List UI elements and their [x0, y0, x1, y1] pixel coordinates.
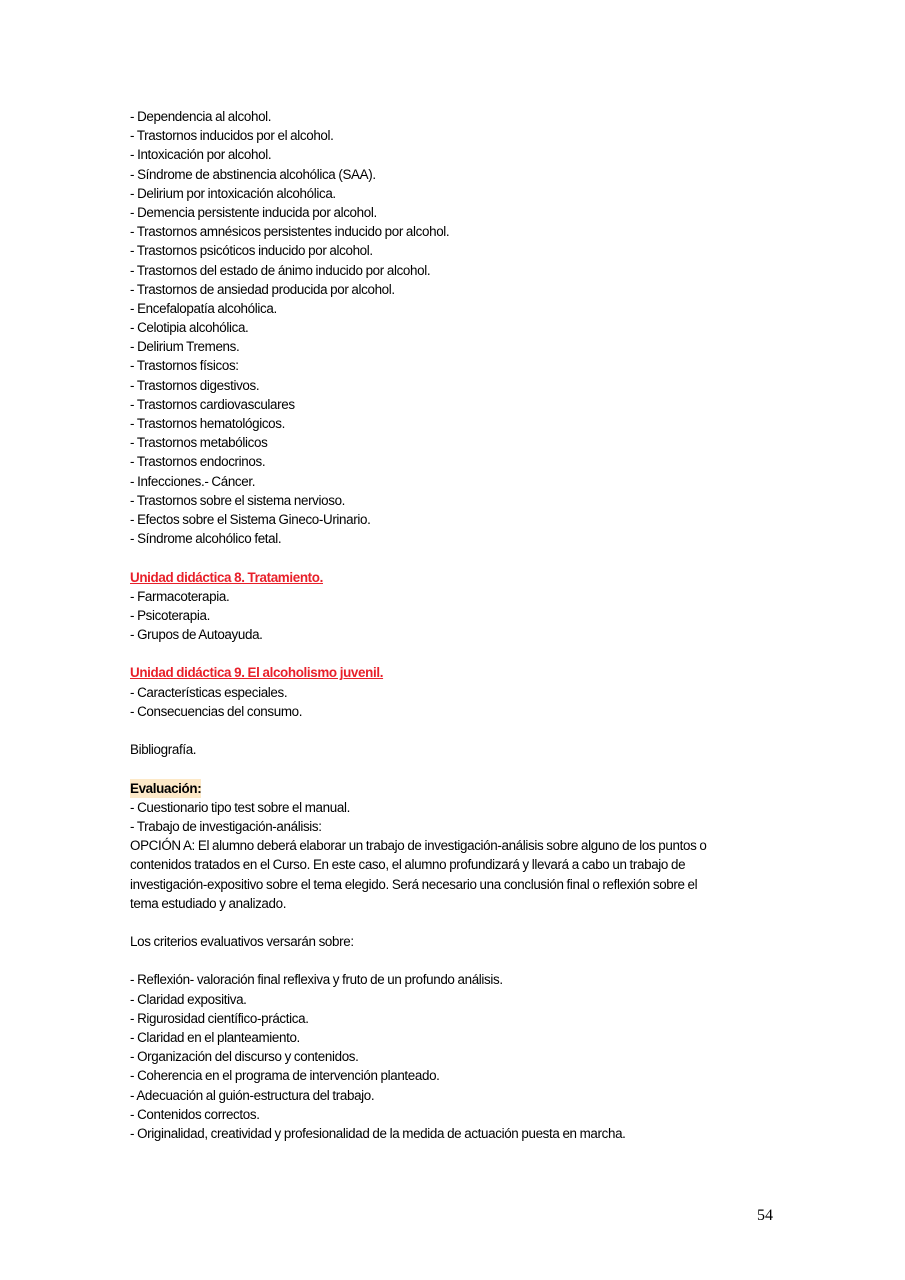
list-item: - Infecciones.- Cáncer. — [130, 473, 256, 489]
list-item: - Rigurosidad científico-práctica. — [130, 1010, 309, 1026]
list-item: - Efectos sobre el Sistema Gineco-Urinario. — [130, 511, 371, 527]
list-item: - Trastornos hematológicos. — [130, 416, 285, 431]
paragraph-line: tema estudiado y analizado. — [130, 895, 287, 911]
list-item: - Encefalopatía alcohólica. — [130, 300, 277, 316]
option-a-paragraph — [130, 836, 750, 913]
spacer — [130, 548, 750, 567]
list-item: - Claridad en el planteamiento. — [130, 1030, 300, 1045]
list-item: - Demencia persistente inducida por alcohol. — [130, 204, 377, 220]
paragraph-line: OPCIÓN A: El alumno deberá elaborar un trabajo de investigación-análisis sobre alguno de los puntos o — [130, 838, 707, 854]
list-item: - Síndrome de abstinencia alcohólica (SAA). — [130, 166, 376, 182]
spacer — [130, 759, 750, 778]
list-item: - Intoxicación por alcohol. — [130, 147, 272, 163]
list-item: - Trastornos amnésicos persistentes inducido por alcohol. — [130, 224, 450, 240]
page-content — [130, 107, 750, 1143]
spacer — [130, 951, 750, 970]
list-item: - Trastornos físicos: — [130, 358, 239, 374]
list-item: - Trabajo de investigación-análisis: — [130, 818, 322, 834]
paragraph-line: contenidos tratados en el Curso. En este caso, el alumno profundizará y llevará a cabo un trabajo de — [130, 857, 686, 873]
criteria-list — [130, 970, 750, 1143]
list-item: - Trastornos inducidos por el alcohol. — [130, 128, 334, 144]
list-item: - Trastornos metabólicos — [130, 435, 268, 451]
list-item: - Organización del discurso y contenidos. — [130, 1049, 359, 1065]
list-item: - Delirium Tremens. — [130, 339, 240, 355]
list-item: - Farmacoterapia. — [130, 588, 230, 604]
list-item: - Reflexión- valoración final reflexiva y fruto de un profundo análisis. — [130, 972, 503, 988]
list-item: - Consecuencias del consumo. — [130, 703, 303, 719]
unit9-heading: Unidad didáctica 9. El alcoholismo juvenil. — [130, 665, 384, 681]
list-item: - Originalidad, creatividad y profesionalidad de la medida de actuación puesta en marcha. — [130, 1125, 626, 1141]
list-item: - Trastornos endocrinos. — [130, 454, 266, 470]
evaluation-section — [130, 779, 750, 1144]
list-item: - Trastornos digestivos. — [130, 377, 260, 393]
list-item: - Características especiales. — [130, 684, 288, 700]
list-item: - Psicoterapia. — [130, 607, 210, 623]
list-item: - Trastornos psicóticos inducido por alcohol. — [130, 243, 373, 259]
list-item: - Síndrome alcohólico fetal. — [130, 531, 282, 547]
list-item: - Delirium por intoxicación alcohólica. — [130, 185, 336, 201]
list-item: - Dependencia al alcohol. — [130, 109, 272, 124]
list-item: - Contenidos correctos. — [130, 1106, 260, 1122]
alcohol-disorders-list — [130, 107, 750, 548]
list-item: - Grupos de Autoayuda. — [130, 627, 263, 643]
spacer — [130, 913, 750, 932]
paragraph-line: investigación-expositivo sobre el tema elegido. Será necesario una conclusión final o reflexión sobre el — [130, 876, 698, 892]
criteria-intro: Los criterios evaluativos versarán sobre: — [130, 934, 354, 950]
list-item: - Claridad expositiva. — [130, 991, 247, 1007]
list-item: - Celotipia alcohólica. — [130, 320, 249, 336]
list-item: - Trastornos del estado de ánimo inducido por alcohol. — [130, 262, 431, 278]
page-number: 54 — [757, 1207, 773, 1224]
spacer — [130, 721, 750, 740]
unit8-section — [130, 568, 750, 645]
evaluation-heading: Evaluación: — [130, 779, 201, 798]
spacer — [130, 644, 750, 663]
unit8-heading: Unidad didáctica 8. Tratamiento. — [130, 569, 323, 585]
list-item: - Trastornos cardiovasculares — [130, 396, 295, 412]
list-item: - Adecuación al guión-estructura del trabajo. — [130, 1087, 375, 1103]
list-item: - Coherencia en el programa de intervención planteado. — [130, 1068, 440, 1084]
unit9-section — [130, 663, 750, 721]
list-item: - Cuestionario tipo test sobre el manual. — [130, 799, 350, 815]
list-item: - Trastornos sobre el sistema nervioso. — [130, 492, 346, 508]
list-item: - Trastornos de ansiedad producida por alcohol. — [130, 281, 395, 297]
bibliography: Bibliografía. — [130, 742, 197, 758]
